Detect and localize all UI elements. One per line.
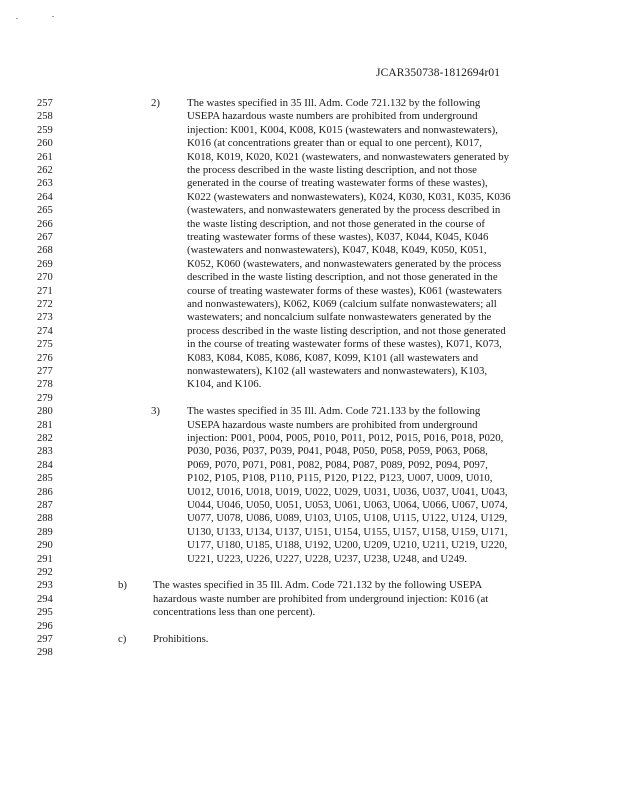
line-number: 261: [37, 151, 53, 163]
line-number: 264: [37, 191, 53, 203]
text-line: The wastes specified in 35 Ill. Adm. Code 721.132 by the following USEPA: [153, 579, 483, 592]
text-line: the process described in the waste listing description, and not those: [187, 164, 477, 176]
text-line: Prohibitions.: [153, 633, 209, 645]
text-line: K052, K060 (wastewaters, and nonwastewaters generated by the process: [187, 257, 502, 270]
list-marker: c): [118, 633, 127, 645]
line-number: 293: [37, 580, 53, 592]
line-number: 269: [37, 258, 53, 270]
line-number: 282: [37, 433, 53, 444]
text-line: injection: K001, K004, K008, K015 (wastewaters and nonwastewaters),: [187, 123, 498, 136]
text-line: U012, U016, U018, U019, U022, U029, U031, U036, U037, U041, U043,: [187, 485, 508, 498]
line-number: 275: [37, 339, 53, 351]
text-line: described in the waste listing description, and not those generated in the: [187, 271, 498, 284]
line-number: 278: [37, 379, 53, 391]
line-number: 290: [37, 540, 53, 552]
text-line: U221, U223, U226, U227, U228, U237, U238, U248, and U249.: [187, 552, 468, 565]
list-marker: 3): [151, 405, 160, 418]
text-line: The wastes specified in 35 Ill. Adm. Code 721.132 by the following: [187, 97, 481, 109]
line-number: 298: [37, 647, 53, 659]
line-number: 259: [37, 124, 53, 136]
line-number: 292: [37, 567, 53, 578]
line-number: 286: [37, 486, 53, 498]
line-number: 288: [37, 513, 53, 525]
text-line: K016 (at concentrations greater than or equal to one percent), K017,: [187, 137, 483, 150]
text-line: concentrations less than one percent).: [153, 606, 316, 619]
text-line: (wastewaters and nonwastewaters), K047, K048, K049, K050, K051,: [187, 244, 487, 257]
text-line: U177, U180, U185, U188, U192, U200, U209, U210, U211, U219, U220,: [187, 539, 508, 552]
line-number: 296: [37, 620, 53, 632]
line-number: 280: [37, 406, 53, 418]
line-number: 263: [37, 178, 53, 190]
text-line: K083, K084, K085, K086, K087, K099, K101 (all wastewaters and: [187, 351, 479, 364]
text-line: K104, and K106.: [187, 378, 262, 391]
text-line: U044, U046, U050, U051, U053, U061, U063, U064, U066, U067, U074,: [187, 499, 508, 511]
text-line: P069, P070, P071, P081, P082, P084, P087, P089, P092, P094, P097,: [187, 458, 488, 471]
line-number: 289: [37, 526, 53, 538]
line-number: 265: [37, 205, 53, 217]
text-line: wastewaters; and noncalcium sulfate nonwastewaters generated by the: [187, 311, 492, 324]
line-number: 276: [37, 352, 53, 364]
line-number: 274: [37, 325, 53, 337]
line-number: 287: [37, 500, 53, 511]
text-line: generated in the course of treating wastewater forms of these wastes),: [187, 177, 488, 190]
text-line: USEPA hazardous waste numbers are prohibited from underground: [187, 418, 478, 431]
text-line: P102, P105, P108, P110, P115, P120, P122, P123, U007, U009, U010,: [187, 472, 493, 485]
list-marker: 2): [151, 97, 160, 109]
scan-speck: [52, 16, 54, 17]
line-number: 281: [37, 419, 53, 431]
line-number: 267: [37, 232, 53, 243]
text-line: K018, K019, K020, K021 (wastewaters, and nonwastewaters generated by: [187, 150, 510, 163]
text-line: nonwastewaters), K102 (all wastewaters and nonwastewaters), K103,: [187, 365, 488, 377]
text-line: process described in the waste listing description, and not those generated: [187, 324, 506, 337]
text-line: injection: P001, P004, P005, P010, P011, P012, P015, P016, P018, P020,: [187, 432, 504, 444]
line-number: 283: [37, 446, 53, 458]
line-number: 297: [37, 634, 53, 645]
line-number: 262: [37, 165, 53, 176]
line-number: 260: [37, 138, 53, 150]
text-line: hazardous waste number are prohibited from underground injection: K016 (at: [153, 592, 489, 605]
text-line: the waste listing description, and not those generated in the course of: [187, 217, 486, 230]
text-line: in the course of treating wastewater forms of these wastes), K071, K073,: [187, 338, 502, 351]
line-number: 268: [37, 245, 53, 257]
line-number: 270: [37, 272, 53, 284]
list-marker: b): [118, 579, 127, 592]
line-number: 294: [37, 593, 53, 605]
line-number: 271: [37, 285, 53, 297]
line-number: 272: [37, 299, 53, 310]
text-line: The wastes specified in 35 Ill. Adm. Code 721.133 by the following: [187, 405, 481, 418]
line-number: 273: [37, 312, 53, 324]
text-line: (wastewaters, and nonwastewaters generated by the process described in: [187, 204, 501, 217]
document-id-header: JCAR350738-1812694r01: [376, 67, 501, 79]
line-number: 285: [37, 473, 53, 485]
line-number: 277: [37, 366, 53, 377]
text-line: and nonwastewaters), K062, K069 (calcium sulfate nonwastewaters; all: [187, 298, 497, 310]
line-number: 279: [37, 392, 53, 404]
text-line: treating wastewater forms of these wastes), K037, K044, K045, K046: [187, 231, 489, 243]
line-number: 291: [37, 553, 53, 565]
text-line: K022 (wastewaters and nonwastewaters), K024, K030, K031, K035, K036: [187, 190, 511, 203]
text-line: USEPA hazardous waste numbers are prohibited from underground: [187, 110, 478, 123]
text-line: course of treating wastewater forms of these wastes), K061 (wastewaters: [187, 284, 502, 297]
line-number: 258: [37, 111, 53, 123]
text-line: U077, U078, U086, U089, U103, U105, U108, U115, U122, U124, U129,: [187, 512, 508, 525]
line-number: 257: [37, 98, 53, 109]
line-number: 284: [37, 459, 53, 471]
scan-speck: [16, 18, 18, 19]
text-line: P030, P036, P037, P039, P041, P048, P050, P058, P059, P063, P068,: [187, 445, 488, 458]
text-line: U130, U133, U134, U137, U151, U154, U155, U157, U158, U159, U171,: [187, 525, 508, 538]
line-number: 266: [37, 218, 53, 230]
line-number: 295: [37, 607, 53, 619]
